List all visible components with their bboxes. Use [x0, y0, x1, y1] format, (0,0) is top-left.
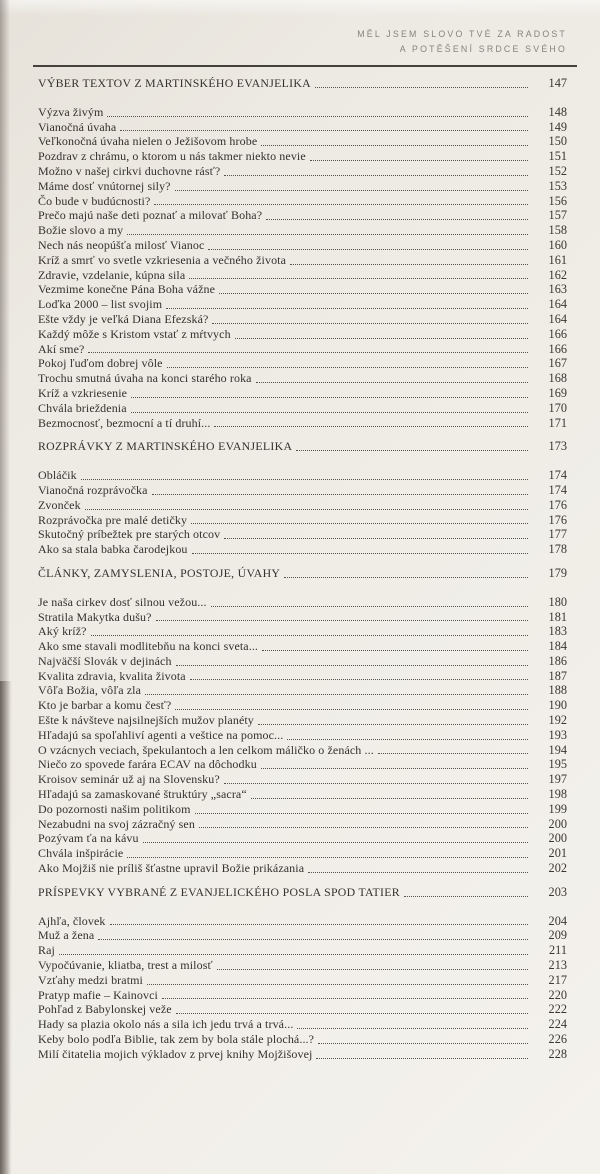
dot-leader	[162, 998, 528, 999]
dot-leader	[224, 538, 528, 539]
toc-entry-row	[38, 312, 567, 327]
toc-entry-row	[38, 958, 567, 973]
page-number: 167	[548, 356, 567, 371]
dot-leader	[98, 939, 528, 940]
dot-leader	[59, 954, 528, 955]
dot-leader	[235, 338, 528, 339]
dot-leader	[91, 635, 528, 636]
toc-entry-row	[38, 120, 567, 135]
page-number: 156	[548, 193, 567, 208]
toc-entry-row	[38, 1032, 567, 1047]
dot-leader	[224, 783, 528, 784]
page-number: 188	[548, 683, 567, 698]
toc-entry-row	[38, 253, 567, 268]
toc-entry-title: Keby bolo podľa Biblie, tak zem by bola stále plochá...?	[38, 1032, 315, 1047]
toc-entry-title: Pozývam ťa na kávu	[38, 831, 139, 846]
page-number: 166	[548, 326, 567, 341]
page-number: 184	[548, 639, 567, 654]
page-number: 199	[548, 801, 567, 816]
page-number: 147	[548, 76, 567, 90]
toc-entry-title: Výzva živým	[38, 104, 104, 119]
dot-leader	[81, 479, 528, 480]
page-number: 169	[548, 385, 567, 400]
page-number: 158	[548, 223, 567, 238]
toc-entry-row	[38, 416, 567, 431]
toc-entry-title: Hľadajú sa spoľahliví agenti a veštice na pomoc...	[38, 727, 284, 742]
dot-leader	[189, 278, 528, 279]
page-number: 183	[548, 624, 567, 639]
toc-entry-row	[38, 179, 567, 194]
page-number: 168	[548, 371, 567, 386]
toc-section-header-row	[38, 439, 567, 454]
toc-entry-row	[38, 624, 567, 639]
dot-leader	[131, 397, 528, 398]
toc-entry-title: Kvalita zdravia, kvalita života	[38, 668, 186, 683]
page-number: 150	[548, 134, 567, 149]
page-number: 187	[548, 668, 567, 683]
toc-entry-row	[38, 468, 567, 483]
dot-leader	[199, 827, 528, 828]
dot-leader	[217, 969, 528, 970]
page-number: 166	[548, 341, 567, 356]
page-number: 152	[548, 163, 567, 178]
toc-entry-title: Ako sa stala babka čarodejkou	[38, 542, 188, 557]
running-header-line-1: MĚL JSEM SLOVO TVÉ ZA RADOST	[357, 29, 567, 39]
header-rule	[33, 65, 577, 67]
dot-leader	[262, 650, 528, 651]
toc-entry-row	[38, 787, 567, 802]
page-number: 181	[548, 609, 567, 624]
dot-leader	[166, 308, 528, 309]
toc-entry-row	[38, 342, 567, 357]
toc-entry-title: Ako sme stavali modlitebňu na konci sveta...	[38, 639, 259, 654]
page-number: 177	[548, 527, 567, 542]
page-number: 151	[548, 149, 567, 164]
toc-entry-title: Muž a žena	[38, 928, 95, 943]
toc-entry-row	[38, 698, 567, 713]
page-number: 211	[549, 943, 567, 958]
dot-leader	[296, 450, 528, 451]
toc-entry-row	[38, 268, 567, 283]
dot-leader	[85, 509, 528, 510]
toc-entry-title: Prečo majú naše deti poznať a milovať Boha?	[38, 208, 263, 223]
page-number: 160	[548, 237, 567, 252]
toc-entry-title: Zvonček	[38, 497, 81, 512]
toc-entry-row	[38, 297, 567, 312]
toc-entry-row	[38, 282, 567, 297]
toc-entry-title: Trochu smutná úvaha na konci starého roka	[38, 371, 252, 386]
toc-entry-title: Ešte k návšteve najsilnejších mužov planéty	[38, 713, 254, 728]
toc-entry-title: Kríž a vzkriesenie	[38, 385, 128, 400]
toc-entry-title: Čo bude v budúcnosti?	[38, 193, 151, 208]
dot-leader	[175, 709, 528, 710]
page-number: 164	[548, 311, 567, 326]
toc-entry-row	[38, 743, 567, 758]
dot-leader	[256, 382, 528, 383]
toc-entry-row	[38, 683, 567, 698]
page-number: 228	[548, 1046, 567, 1061]
toc-entry-title: Niečo zo spovede farára ECAV na dôchodku	[38, 757, 257, 772]
page-edge-left-dark-shadow	[0, 681, 12, 1174]
toc-entry-row	[38, 988, 567, 1003]
toc-section-header-row	[38, 566, 567, 581]
page-number: 200	[548, 831, 567, 846]
toc-entry-title: Kroisov seminár už aj na Slovensku?	[38, 772, 220, 787]
toc-entry-row	[38, 194, 567, 209]
toc-entry-row	[38, 401, 567, 416]
page-number: 197	[548, 772, 567, 787]
toc-section	[38, 76, 567, 430]
toc-entry-row	[38, 1002, 567, 1017]
dot-leader	[261, 768, 528, 769]
dot-leader	[176, 665, 528, 666]
dot-leader	[308, 872, 528, 873]
page-number: 163	[548, 282, 567, 297]
page-number: 164	[548, 297, 567, 312]
dot-leader	[147, 984, 528, 985]
page-number: 204	[548, 913, 567, 928]
toc-entry-row	[38, 542, 567, 557]
toc-entry-row	[38, 973, 567, 988]
toc-entry-row	[38, 669, 567, 684]
page-edge-top-shadow	[0, 0, 600, 16]
toc-entry-row	[38, 654, 567, 669]
dot-leader	[127, 857, 528, 858]
toc-entry-row	[38, 164, 567, 179]
page-number: 195	[548, 757, 567, 772]
toc-section	[38, 885, 567, 1062]
toc-entry-row	[38, 208, 567, 223]
page-number: 162	[548, 267, 567, 282]
toc-entry-title: Vezmime konečne Pána Boha vážne	[38, 282, 216, 297]
page-number: 174	[548, 482, 567, 497]
toc-entry-row	[38, 928, 567, 943]
dot-leader	[145, 694, 528, 695]
page-number: 217	[548, 972, 567, 987]
toc-entry-row	[38, 914, 567, 929]
toc-entry-row	[38, 1047, 567, 1062]
dot-leader	[191, 523, 528, 524]
toc-entry-title: Chvála brieždenia	[38, 400, 127, 415]
page-number: 224	[548, 1017, 567, 1032]
running-header	[38, 27, 567, 57]
toc-entry-title: Ajhľa, človek	[38, 913, 106, 928]
dot-leader	[152, 494, 528, 495]
toc-section-title: ROZPRÁVKY Z MARTINSKÉHO EVANJELIKA	[38, 439, 293, 454]
toc-section	[38, 566, 567, 876]
page-number: 202	[548, 861, 567, 876]
page-number: 171	[548, 415, 567, 430]
toc-entry-title: Zdravie, vzdelanie, kúpna sila	[38, 267, 186, 282]
page-number: 170	[548, 400, 567, 415]
page-number: 179	[548, 565, 567, 580]
toc-entry-title: Nech nás neopúšťa milosť Vianoc	[38, 237, 205, 252]
toc-entry-title: Pokoj ľuďom dobrej vôle	[38, 356, 163, 371]
dot-leader	[318, 1043, 528, 1044]
page-number: 193	[548, 727, 567, 742]
dot-leader	[190, 679, 528, 680]
toc-section	[38, 439, 567, 557]
toc-entry-row	[38, 149, 567, 164]
toc-entry-title: Nezabudni na svoj zázračný sen	[38, 816, 195, 831]
dot-leader	[120, 130, 528, 131]
page-number: 157	[548, 208, 567, 223]
dot-leader	[224, 175, 528, 176]
toc-entry-title: Veľkonočná úvaha nielen o Ježišovom hrobe	[38, 134, 258, 149]
dot-leader	[310, 160, 528, 161]
toc-entry-title: Skutočný príbežtek pre starých otcov	[38, 527, 221, 542]
page-number: 176	[548, 497, 567, 512]
toc-entry-row	[38, 483, 567, 498]
dot-leader	[156, 620, 528, 621]
dot-leader	[167, 367, 528, 368]
page-number: 222	[548, 1002, 567, 1017]
page-number: 209	[548, 928, 567, 943]
toc-entry-row	[38, 238, 567, 253]
toc-section-title: VÝBER TEXTOV Z MARTINSKÉHO EVANJELIKA	[38, 76, 311, 90]
page-number: 200	[548, 816, 567, 831]
toc-entry-title: Aký kríž?	[38, 624, 87, 639]
toc-entry-title: Stratila Makytka dušu?	[38, 609, 152, 624]
dot-leader	[212, 323, 528, 324]
dot-leader	[143, 842, 528, 843]
dot-leader	[251, 798, 528, 799]
page-number: 153	[548, 178, 567, 193]
toc-entry-row	[38, 371, 567, 386]
page-number: 149	[548, 119, 567, 134]
toc-entry-row	[38, 513, 567, 528]
page-number: 180	[548, 594, 567, 609]
toc-entry-title: Rozprávočka pre malé detičky	[38, 512, 188, 527]
dot-leader	[192, 553, 528, 554]
dot-leader	[315, 87, 528, 88]
toc-entry-title: Vzťahy medzi bratmi	[38, 972, 143, 987]
toc-entry-title: Vianočná rozprávočka	[38, 482, 148, 497]
dot-leader	[214, 426, 528, 427]
toc-entry-row	[38, 861, 567, 876]
toc-entry-row	[38, 595, 567, 610]
dot-leader	[219, 293, 528, 294]
toc-entry-title: Vianočná úvaha	[38, 119, 117, 134]
toc-entry-title: Obláčik	[38, 468, 77, 483]
toc-entry-title: Hady sa plazia okolo nás a sila ich jedu trvá a trvá...	[38, 1017, 294, 1032]
toc-entry-row	[38, 105, 567, 120]
toc-entry-title: Pratyp mafie – Kainovci	[38, 987, 158, 1002]
toc-entry-title: Akí sme?	[38, 341, 85, 356]
dot-leader	[266, 219, 528, 220]
dot-leader	[175, 190, 528, 191]
toc-entry-title: Každý môže s Kristom vstať z mŕtvych	[38, 326, 231, 341]
toc-entry-row	[38, 223, 567, 238]
toc-entry-title: Pozdrav z chrámu, o ktorom u nás takmer niekto nevie	[38, 149, 306, 164]
toc-entry-title: Najväčší Slovák v dejinách	[38, 653, 172, 668]
toc-entry-row	[38, 134, 567, 149]
page-number: 190	[548, 698, 567, 713]
dot-leader	[154, 204, 528, 205]
dot-leader	[284, 577, 528, 578]
running-header-line-2: A POTĚŠENÍ SRDCE SVÉHO	[399, 44, 567, 54]
page-number: 194	[548, 742, 567, 757]
dot-leader	[404, 896, 528, 897]
dot-leader	[287, 739, 528, 740]
dot-leader	[297, 1028, 528, 1029]
toc-entry-row	[38, 802, 567, 817]
dot-leader	[378, 753, 528, 754]
toc-entry-title: Milí čitatelia mojich výkladov z prvej knihy Mojžišovej	[38, 1046, 313, 1061]
toc-entry-row	[38, 386, 567, 401]
toc-entry-title: Raj	[38, 943, 55, 958]
dot-leader	[195, 813, 528, 814]
page-number: 161	[548, 252, 567, 267]
toc-entry-row	[38, 713, 567, 728]
toc-entry-title: Je naša cirkev dosť silnou vežou...	[38, 594, 207, 609]
toc-section-title: PRÍSPEVKY VYBRANÉ Z EVANJELICKÉHO POSLA SPOD TATIER	[38, 884, 400, 899]
toc-section-header-row	[38, 76, 567, 91]
page-number: 176	[548, 512, 567, 527]
page-number: 198	[548, 787, 567, 802]
page-number: 203	[548, 884, 567, 899]
page-number: 192	[548, 713, 567, 728]
toc-entry-title: Božie slovo a my	[38, 223, 124, 238]
toc-entry-title: Do pozornosti našim politikom	[38, 801, 191, 816]
toc-entry-row	[38, 610, 567, 625]
toc-entry-row	[38, 831, 567, 846]
page-number: 178	[548, 542, 567, 557]
dot-leader	[88, 352, 528, 353]
dot-leader	[176, 1013, 528, 1014]
toc-entry-title: Máme dosť vnútornej sily?	[38, 178, 171, 193]
dot-leader	[107, 116, 528, 117]
page-number: 148	[548, 104, 567, 119]
page-number: 173	[548, 439, 567, 454]
table-of-contents	[38, 76, 567, 1062]
dot-leader	[208, 249, 528, 250]
toc-entry-row	[38, 1017, 567, 1032]
toc-entry-row	[38, 817, 567, 832]
toc-entry-title: Ako Mojžiš nie príliš šťastne upravil Božie prikázania	[38, 861, 305, 876]
toc-entry-row	[38, 772, 567, 787]
toc-entry-title: Bezmocnosť, bezmocní a tí druhí...	[38, 415, 211, 430]
dot-leader	[258, 724, 528, 725]
page-number: 213	[548, 958, 567, 973]
dot-leader	[211, 606, 528, 607]
page-content	[38, 27, 567, 1062]
toc-entry-title: Vôľa Božia, vôľa zla	[38, 683, 142, 698]
toc-entry-title: Vypočúvanie, kliatba, trest a milosť	[38, 958, 213, 973]
dot-leader	[290, 264, 528, 265]
page-number: 186	[548, 653, 567, 668]
toc-entry-title: Chvála inšpirácie	[38, 846, 124, 861]
toc-section-header-row	[38, 885, 567, 900]
dot-leader	[127, 234, 528, 235]
toc-entry-row	[38, 356, 567, 371]
toc-entry-row	[38, 498, 567, 513]
toc-entry-row	[38, 728, 567, 743]
toc-entry-title: Kríž a smrť vo svetle vzkriesenia a večného života	[38, 252, 287, 267]
toc-section-title: ČLÁNKY, ZAMYSLENIA, POSTOJE, ÚVAHY	[38, 565, 281, 580]
dot-leader	[316, 1058, 528, 1059]
page-number: 226	[548, 1032, 567, 1047]
toc-entry-title: Kto je barbar a komu česť?	[38, 698, 172, 713]
toc-entry-row	[38, 327, 567, 342]
toc-entry-title: Hľadajú sa zamaskované štruktúry „sacra“	[38, 787, 247, 802]
page-number: 201	[548, 846, 567, 861]
dot-leader	[110, 924, 529, 925]
page-edge-left-shadow	[0, 0, 10, 1174]
page-number: 220	[548, 987, 567, 1002]
toc-entry-title: Pohľad z Babylonskej veže	[38, 1002, 172, 1017]
toc-entry-title: O vzácnych veciach, špekulantoch a len celkom máličko o ženách ...	[38, 742, 374, 757]
toc-entry-row	[38, 757, 567, 772]
toc-entry-title: Možno v našej cirkvi duchovne rásť?	[38, 163, 221, 178]
toc-entry-title: Ešte vždy je veľká Diana Efezská?	[38, 311, 209, 326]
toc-entry-row	[38, 639, 567, 654]
toc-entry-title: Loďka 2000 – list svojim	[38, 297, 163, 312]
toc-entry-row	[38, 527, 567, 542]
page-number: 174	[548, 468, 567, 483]
toc-entry-row	[38, 846, 567, 861]
dot-leader	[261, 145, 528, 146]
toc-entry-row	[38, 943, 567, 958]
dot-leader	[131, 412, 528, 413]
